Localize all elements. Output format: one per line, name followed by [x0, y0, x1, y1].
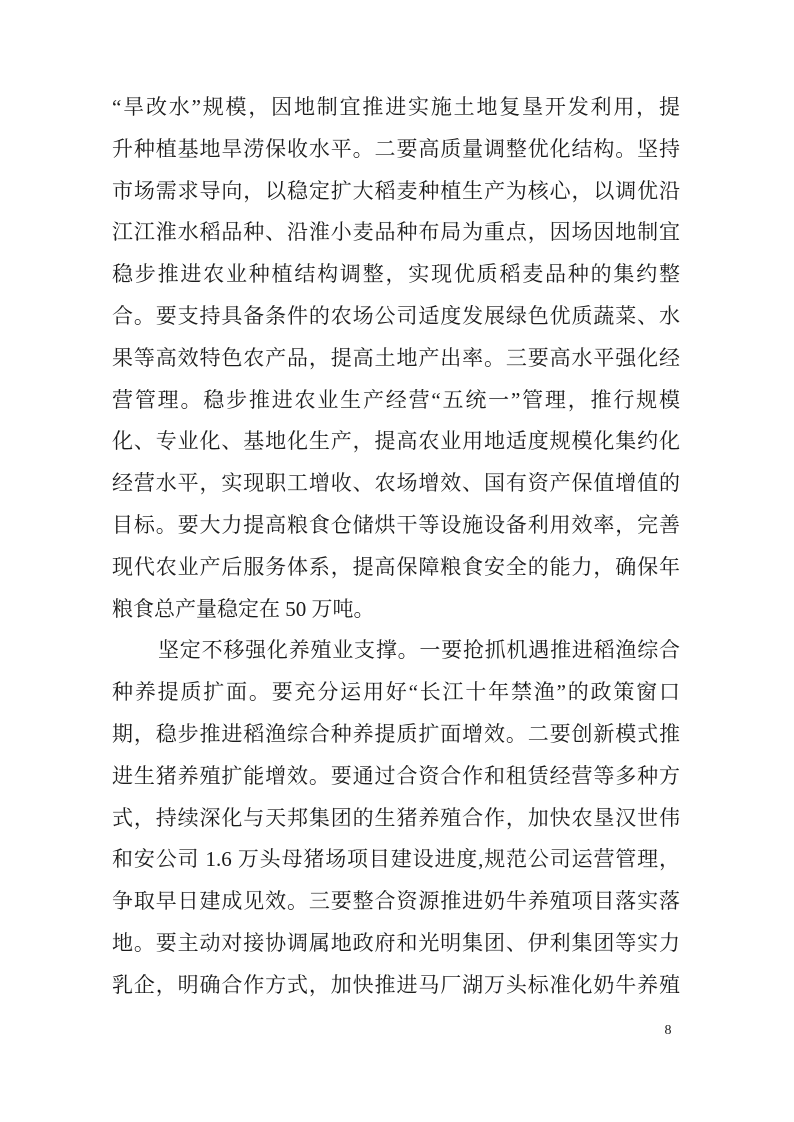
text-line: 乳企，明确合作方式，加快推进马厂湖万头标准化奶牛养殖: [112, 972, 680, 997]
text-line: 果等高效特色农产品，提高土地产出率。三要高水平强化经: [112, 345, 680, 370]
text-line: 营管理。稳步推进农业生产经营“五统一”管理，推行规模: [112, 387, 680, 412]
text-line: 目标。要大力提高粮食仓储烘干等设施设备利用效率，完善: [112, 512, 680, 537]
text-line: “旱改水”规模，因地制宜推进实施土地复垦开发利用，提: [112, 95, 680, 119]
text-line: 现代农业产后服务体系，提高保障粮食安全的能力，确保年: [112, 554, 680, 579]
text-line: 和安公司 1.6 万头母猪场项目建设进度,规范公司运营管理，: [112, 847, 680, 872]
text-line: 市场需求导向，以稳定扩大稻麦种植生产为核心，以调优沿: [112, 178, 680, 203]
text-line: 稳步推进农业种植结构调整，实现优质稻麦品种的集约整: [112, 262, 680, 287]
text-line: 合。要支持具备条件的农场公司适度发展绿色优质蔬菜、水: [112, 303, 680, 328]
text-line: 经营水平，实现职工增收、农场增效、国有资产保值增值的: [112, 471, 680, 496]
text-line: 江江淮水稻品种、沿淮小麦品种布局为重点，因场因地制宜: [112, 220, 680, 245]
text-line: 坚定不移强化养殖业支撑。一要抢抓机遇推进稻渔综合: [158, 638, 680, 663]
text-line: 升种植基地旱涝保收水平。二要高质量调整优化结构。坚持: [112, 136, 680, 161]
body-text: [112, 87, 680, 1007]
text-line: 争取早日建成见效。三要整合资源推进奶牛养殖项目落实落: [112, 889, 680, 914]
text-line: 化、专业化、基地化生产，提高农业用地适度规模化集约化: [112, 429, 680, 454]
page-number: 8: [664, 1023, 672, 1038]
text-line: 粮食总产量稳定在 50 万吨。: [112, 596, 375, 621]
text-line: 进生猪养殖扩能增效。要通过合资合作和租赁经营等多种方: [112, 763, 680, 788]
text-line: 种养提质扩面。要充分运用好“长江十年禁渔”的政策窗口: [112, 680, 680, 705]
text-line: 期，稳步推进稻渔综合种养提质扩面增效。二要创新模式推: [112, 721, 680, 746]
text-line: 式，持续深化与天邦集团的生猪养殖合作，加快农垦汉世伟: [112, 805, 680, 830]
text-line: 地。要主动对接协调属地政府和光明集团、伊利集团等实力: [112, 930, 680, 955]
